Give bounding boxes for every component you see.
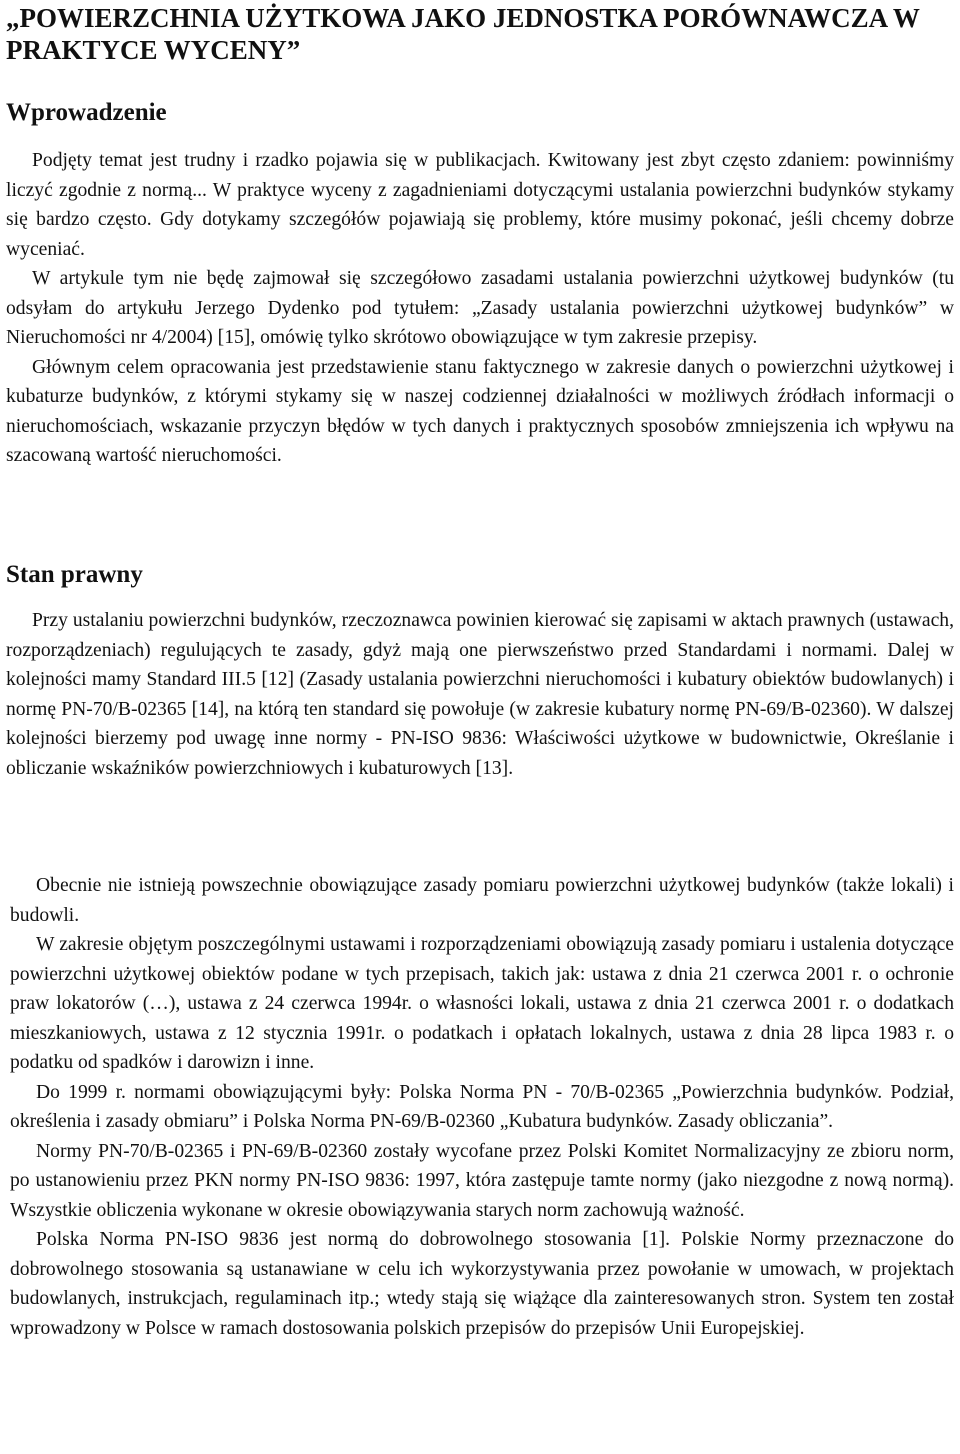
document-title: „POWIERZCHNIA UŻYTKOWA JAKO JEDNOSTKA PORÓWNAWCZA W PRAKTYCE WYCENY”	[6, 3, 920, 65]
paragraph: W zakresie objętym poszczególnymi ustawami i rozporządzeniami obowiązują zasady pomiaru i ustalenia dotyczące powierzchni użytkowej obiektów podane w tych przepisach, takich jak: ustawa z dnia 21 czerwca 2001 r. o ochronie praw lokatorów (…), ustawa z 24 czerwca 1994r. o własności lokali, ustawa z dnia 21 czerwca 2001 r. o dodatkach mieszkaniowych, ustawa z 12 stycznia 1991r. o podatkach i opłatach lokalnych, ustawa z dnia 28 lipca 1983 r. o podatku od spadków i darowizn i inne.	[10, 934, 954, 1073]
paragraph: Podjęty temat jest trudny i rzadko pojawia się w publikacjach. Kwitowany jest zbyt często zdaniem: powinniśmy liczyć zgodnie z normą... W praktyce wyceny z zagadnieniami dotyczącymi ustalania powierzchni budynków stykamy się bardzo często. Gdy dotykamy szczegółów pojawiają się problemy, które musimy pokonać, jeśli chcemy dobrze wyceniać.	[6, 150, 954, 260]
section-heading-legal: Stan prawny	[6, 561, 143, 588]
paragraph: Głównym celem opracowania jest przedstawienie stanu faktycznego w zakresie danych o powierzchni użytkowej i kubaturze budynków, z którymi stykamy się w naszej codziennej działalności w możliwych źródłach informacji o nieruchomościach, wskazanie przyczyn błędów w tych danych i praktycznych sposobów zmniejszenia ich wpływu na szacowaną wartość nieruchomości.	[6, 356, 954, 466]
paragraph: Polska Norma PN-ISO 9836 jest normą do dobrowolnego stosowania [1]. Polskie Normy przeznaczone do dobrowolnego stosowania są ustanawiane w celu ich wykorzystywania przez powołanie w umowach, w projektach budowlanych, instrukcjach, regulaminach itp.; wtedy stają się wiążące dla zainteresowanych stron. System ten został wprowadzony w Polsce w ramach dostosowania polskich przepisów do przepisów Unii Europejskiej.	[10, 1229, 954, 1339]
paragraph: Obecnie nie istnieją powszechnie obowiązujące zasady pomiaru powierzchni użytkowej budynków (także lokali) i budowli.	[10, 875, 954, 926]
paragraph: W artykule tym nie będę zajmował się szczegółowo zasadami ustalania powierzchni użytkowej budynków (tu odsyłam do artykułu Jerzego Dydenko pod tytułem: „Zasady ustalania powierzchni użytkowej budynków” w Nieruchomości nr 4/2004) [15], omówię tylko skrótowo obowiązujące w tym zakresie przepisy.	[6, 268, 954, 348]
paragraph: Do 1999 r. normami obowiązującymi były: Polska Norma PN - 70/B-02365 „Powierzchnia budynków. Podział, określenia i zasady obmiaru” i Polska Norma PN-69/B-02360 „Kubatura budynków. Zasady obliczania”.	[10, 1081, 954, 1132]
paragraph: Przy ustalaniu powierzchni budynków, rzeczoznawca powinien kierować się zapisami w aktach prawnych (ustawach, rozporządzeniach) regulujących te zasady, gdyż mają one pierwszeństwo przed Standardami i normami. Dalej w kolejności mamy Standard III.5 [12] (Zasady ustalania powierzchni nieruchomości i kubatury obiektów budowlanych) i normę PN-70/B-02365 [14], na którą ten standard się powołuje (w zakresie kubatury normę PN-69/B-02360). W dalszej kolejności bierzemy pod uwagę inne normy - PN-ISO 9836: Właściwości użytkowe w budownictwie, Określanie i obliczanie wskaźników powierzchniowych i kubaturowych [13].	[6, 610, 954, 779]
intro-body	[6, 146, 954, 471]
legal-body	[6, 606, 954, 783]
legal-body-continued	[10, 871, 954, 1343]
paragraph: Normy PN-70/B-02365 i PN-69/B-02360 zostały wycofane przez Polski Komitet Normalizacyjny ze zbioru norm, po ustanowieniu przez PKN normy PN-ISO 9836: 1997, która zastępuje tamte normy (jako niezgodne z nową normą). Wszystkie obliczenia wykonane w okresie obowiązywania starych norm zachowują ważność.	[10, 1140, 954, 1221]
section-heading-intro: Wprowadzenie	[6, 99, 167, 126]
